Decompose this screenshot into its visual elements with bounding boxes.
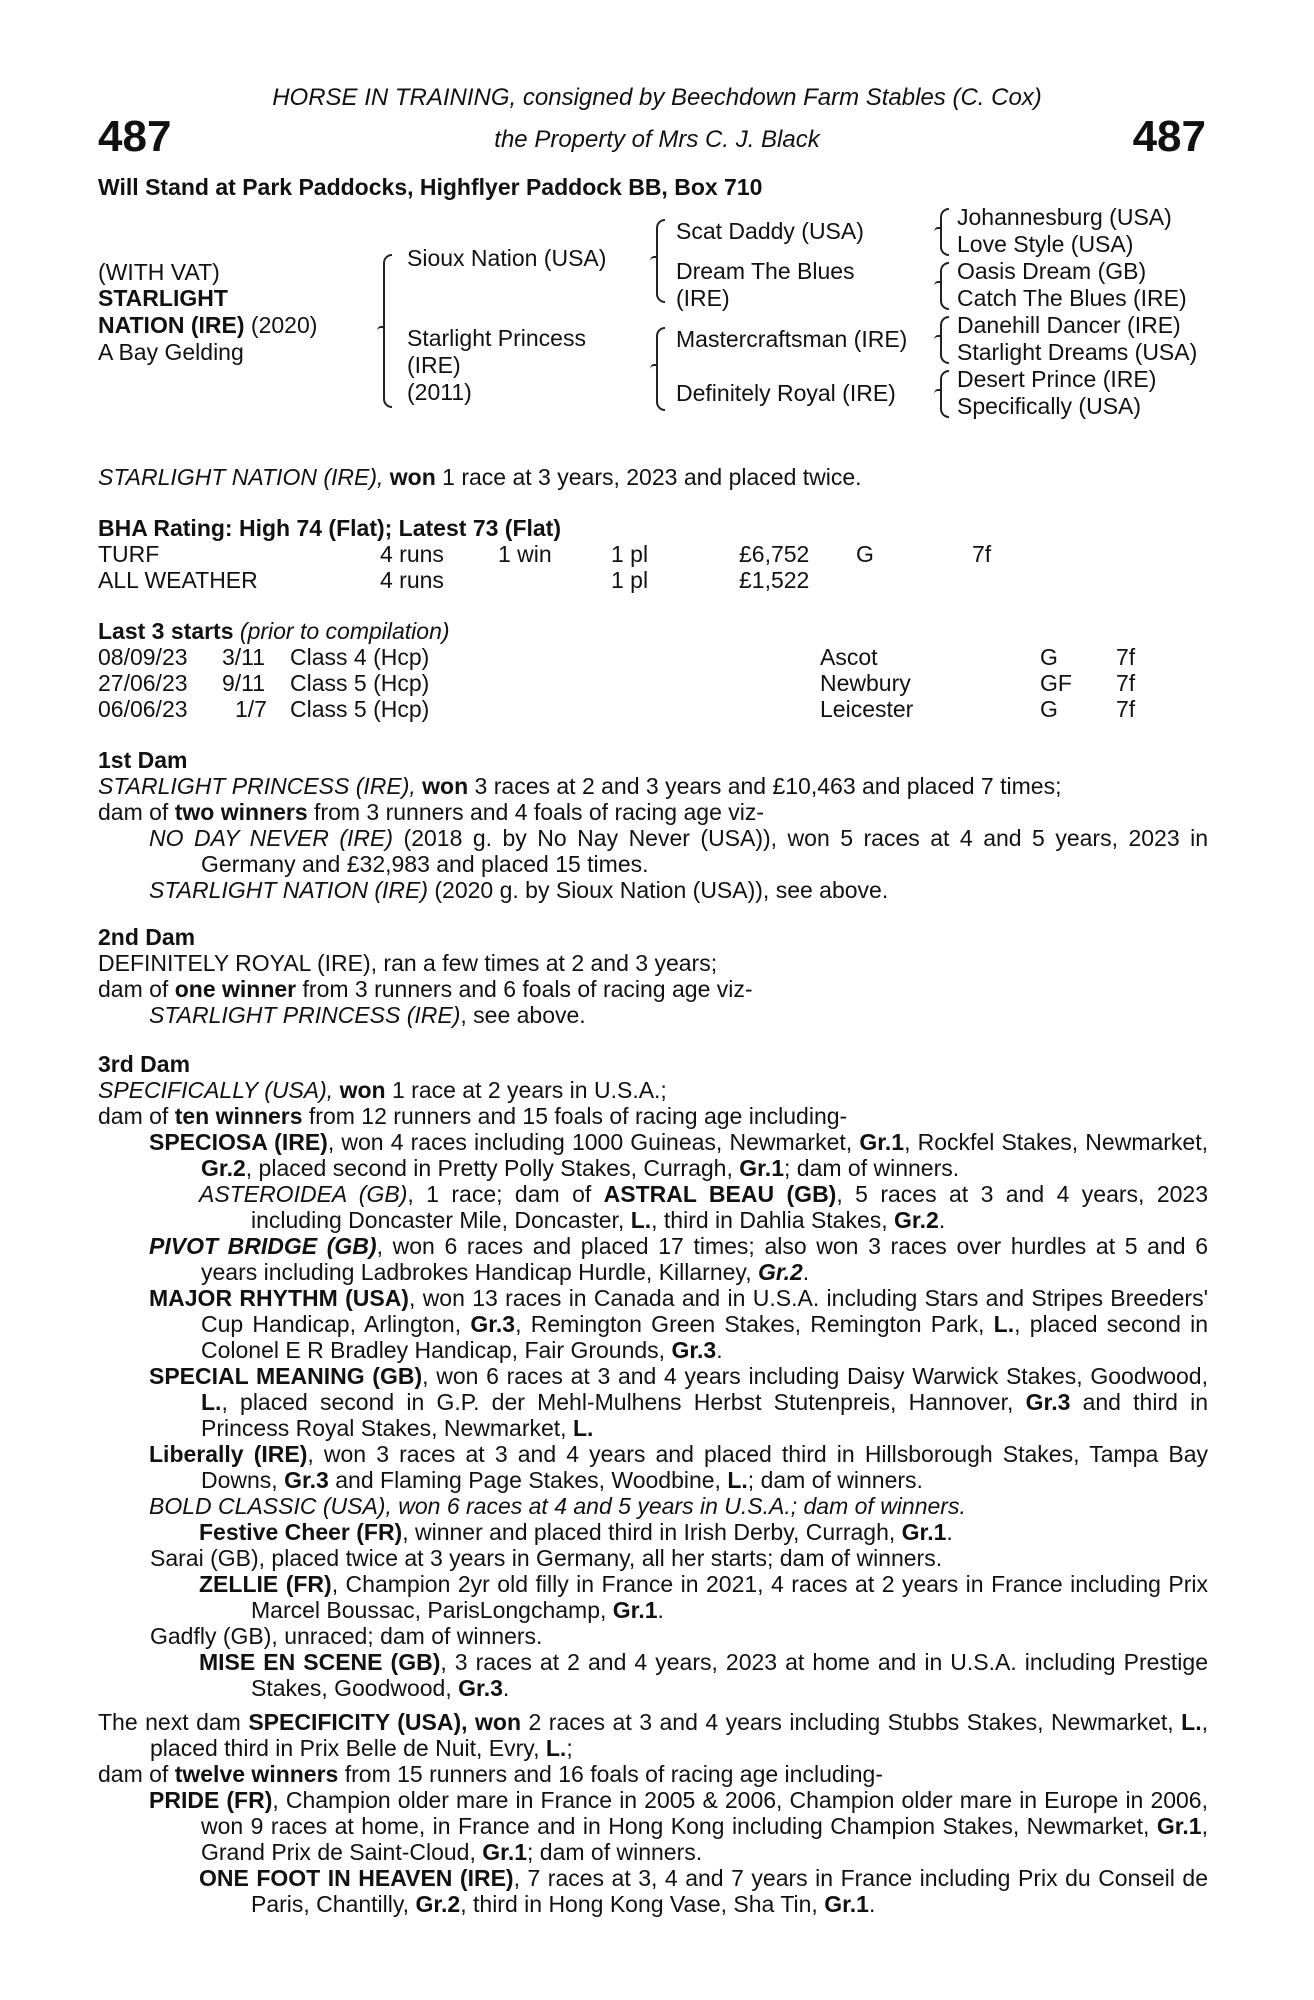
- offspring-name: ASTEROIDEA (GB): [199, 1180, 408, 1207]
- first-dam-offspring: [98, 825, 1208, 877]
- dam-record: 3 races at 2 and 3 years and £10,463 and placed 7 times;: [468, 772, 1062, 799]
- bha-rating: BHA Rating: High 74 (Flat); Latest 73 (Flat): [98, 515, 561, 541]
- offspring-name: SPECIOSA (IRE): [149, 1128, 328, 1155]
- dam-record: , placed third in Prix Belle de Nuit, Evry,: [150, 1709, 1208, 1761]
- dam-of-label: dam of: [98, 1760, 175, 1787]
- offspring-text: ; dam of winners.: [747, 1466, 923, 1493]
- offspring-text: , Champion 2yr old filly in France in 2021, 4 races at 2 years in France including Prix Marcel Boussac, ParisLongchamp,: [251, 1570, 1209, 1623]
- offspring-name: Liberally (IRE): [149, 1440, 308, 1467]
- last3-title: Last 3 starts: [98, 618, 234, 644]
- grade-label: Gr.3: [284, 1466, 329, 1493]
- offspring-text: .: [868, 1890, 876, 1917]
- horse-name-line2: [98, 312, 317, 338]
- dam-name: SPECIFICITY (USA), won: [248, 1709, 522, 1735]
- offspring-text: , won 13 races in Canada and in U.S.A. including Stars and Stripes Breeders' Cup Handicap, Arlington,: [201, 1284, 1208, 1337]
- race-summary: [98, 464, 862, 490]
- third-dam-section: [98, 1051, 1208, 1701]
- next-dam-label: The next dam: [98, 1709, 249, 1735]
- pedigree-sds: Oasis Dream (GB): [957, 258, 1147, 284]
- start-course: Ascot: [820, 644, 878, 670]
- property-line: the Property of Mrs C. J. Black: [494, 126, 820, 153]
- offspring-bold-classic: [98, 1493, 1208, 1519]
- start-class: Class 4 (Hcp): [290, 644, 430, 670]
- offspring-text: .: [657, 1596, 664, 1623]
- offspring-record: , see above.: [460, 1001, 586, 1028]
- pedigree-dam-line2: (IRE): [407, 352, 461, 378]
- pedigree-brace-dd: [940, 370, 949, 418]
- record-surface: ALL WEATHER: [98, 567, 258, 593]
- grade-label: Gr.1: [1156, 1812, 1202, 1839]
- offspring-text: ; dam of winners.: [527, 1838, 703, 1865]
- record-runs: 4 runs: [380, 541, 444, 567]
- offspring-text: , 5 races at 3 and 4 years, 2023 including Doncaster Mile, Doncaster,: [251, 1180, 1208, 1233]
- offspring-name: NO DAY NEVER (IRE): [149, 824, 394, 851]
- pedigree-sire: Sioux Nation (USA): [407, 245, 607, 271]
- start-distance: 7f: [1116, 644, 1136, 670]
- grade-label: Gr.1: [739, 1154, 784, 1181]
- offspring-liberally: [98, 1441, 1208, 1493]
- dam-of-label: dam of: [98, 1102, 175, 1129]
- start-class: Class 5 (Hcp): [290, 670, 430, 696]
- start-distance: 7f: [1116, 670, 1136, 696]
- grade-label: L.: [201, 1388, 222, 1415]
- stand-line: Will Stand at Park Paddocks, Highflyer Paddock BB, Box 710: [98, 174, 763, 200]
- grade-label: Gr.2: [415, 1890, 461, 1917]
- offspring-name: BOLD CLASSIC (USA): [149, 1492, 386, 1519]
- horse-name-part2: NATION (IRE): [98, 312, 245, 338]
- consignor-line: HORSE IN TRAINING, consigned by Beechdown Farm Stables (C. Cox): [272, 84, 1042, 111]
- offspring-one-foot-in-heaven: [98, 1865, 1208, 1917]
- record-prize: £1,522: [739, 567, 810, 593]
- offspring-text: .: [502, 1674, 510, 1701]
- lot-number-left: 487: [98, 112, 172, 161]
- offspring-speciosa: [98, 1129, 1208, 1181]
- pedigree-dam-dam: Definitely Royal (IRE): [676, 380, 896, 406]
- offspring-text: , 1 race; dam of: [407, 1180, 604, 1207]
- dam-record: ;: [566, 1734, 573, 1761]
- offspring-text: , won 4 races including 1000 Guineas, Newmarket,: [327, 1128, 860, 1155]
- pedigree-dam-line1: Starlight Princess: [407, 325, 586, 351]
- third-dam-line1: [98, 1077, 1208, 1103]
- runners-foals: from 15 runners and 16 foals of racing age including-: [338, 1760, 883, 1787]
- grade-label: Gr.2: [201, 1154, 246, 1181]
- offspring-text: , placed second in Colonel E R Bradley Handicap, Fair Grounds,: [201, 1310, 1209, 1363]
- grade-label: Gr.1: [824, 1890, 869, 1917]
- lot-number-right: 487: [1132, 112, 1206, 161]
- winners-count: two winners: [174, 798, 308, 825]
- offspring-text: and Flaming Page Stakes, Woodbine,: [328, 1466, 728, 1493]
- pedigree-ddd: Specifically (USA): [957, 393, 1142, 419]
- dam-name: SPECIFICALLY (USA),: [98, 1076, 334, 1103]
- start-position: 1/7: [235, 696, 267, 722]
- dam-name: STARLIGHT PRINCESS (IRE),: [98, 772, 416, 799]
- grade-label: L.: [572, 1414, 594, 1441]
- grade-label: Gr.2: [894, 1206, 939, 1233]
- offspring-name: SPECIAL MEANING (GB): [149, 1362, 423, 1389]
- pedigree-brace-dam: [656, 327, 665, 411]
- offspring-text: .: [946, 1518, 953, 1545]
- summary-won: won: [389, 464, 436, 490]
- grade-label: Gr.1: [859, 1128, 905, 1155]
- dam-of-label: dam of: [98, 975, 175, 1002]
- vat-label: (WITH VAT): [98, 259, 220, 285]
- offspring-special-meaning: [98, 1363, 1208, 1441]
- pedigree-brace-ds: [940, 316, 949, 364]
- next-dam-section: [98, 1709, 1208, 1917]
- offspring-record: (2020 g. by Sioux Nation (USA)), see above.: [428, 876, 889, 903]
- offspring-text: , 7 races at 3, 4 and 7 years in France including Prix du Conseil de Paris, Chantilly,: [251, 1864, 1208, 1917]
- runners-foals: from 3 runners and 4 foals of racing age viz-: [307, 798, 765, 825]
- grade-label: Gr.1: [612, 1596, 658, 1623]
- offspring-zellie: [98, 1571, 1208, 1623]
- runners-foals: from 12 runners and 15 foals of racing age including-: [302, 1102, 848, 1129]
- offspring-text: , won 3 races at 3 and 4 years and placed third in Hillsborough Stakes, Tampa Bay Downs,: [201, 1440, 1208, 1493]
- record-runs: 4 runs: [380, 567, 444, 593]
- offspring-text: , third in Dahlia Stakes,: [651, 1206, 895, 1233]
- last3-note: (prior to compilation): [233, 618, 450, 644]
- offspring-name: MAJOR RHYTHM (USA): [149, 1284, 409, 1311]
- offspring-name: PIVOT BRIDGE (GB): [149, 1232, 377, 1259]
- offspring-text: , winner and placed third in Irish Derby, Curragh,: [402, 1518, 902, 1545]
- grade-label: L.: [727, 1466, 748, 1493]
- offspring-major-rhythm: [98, 1285, 1208, 1363]
- offspring-name: PRIDE (FR): [149, 1786, 273, 1813]
- offspring-name: ASTRAL BEAU (GB): [603, 1180, 837, 1207]
- offspring-text: and third in Princess Royal Stakes, Newmarket,: [201, 1388, 1208, 1441]
- start-date: 27/06/23: [98, 670, 188, 696]
- pedigree-ssd: Love Style (USA): [957, 231, 1134, 257]
- next-dam-line2: [98, 1761, 1208, 1787]
- grade-label: Gr.3: [470, 1310, 516, 1337]
- start-date: 08/09/23: [98, 644, 188, 670]
- second-dam-offspring: [98, 1002, 1208, 1028]
- second-dam-section: [98, 924, 1208, 1028]
- offspring-text: , Rockfel Stakes, Newmarket,: [904, 1128, 1208, 1155]
- first-dam-offspring: [98, 877, 1208, 903]
- third-dam-heading: 3rd Dam: [98, 1051, 191, 1077]
- start-date: 06/06/23: [98, 696, 188, 722]
- grade-label: L.: [993, 1310, 1015, 1337]
- dam-record: 2 races at 3 and 4 years including Stubbs Stakes, Newmarket,: [521, 1709, 1182, 1735]
- grade-label: Gr.3: [1025, 1388, 1071, 1415]
- offspring-sarai: Sarai (GB), placed twice at 3 years in Germany, all her starts; dam of winners.: [150, 1544, 943, 1571]
- offspring-record: (2018 g. by No Nay Never (USA)), won 5 races at 4 and 5 years, 2023 in Germany and £32,983 and placed 15 times.: [201, 824, 1209, 877]
- grade-label: Gr.2: [758, 1258, 803, 1285]
- offspring-name: STARLIGHT NATION (IRE): [149, 876, 428, 903]
- winners-count: one winner: [174, 975, 297, 1002]
- offspring-text: ; dam of winners.: [784, 1154, 960, 1181]
- start-distance: 7f: [1116, 696, 1136, 722]
- offspring-text: , placed second in G.P. der Mehl-Mulhens Herbst Stutenpreis, Hannover,: [221, 1388, 1026, 1415]
- second-dam-line1: DEFINITELY ROYAL (IRE), ran a few times at 2 and 3 years;: [98, 949, 718, 976]
- offspring-text: , Grand Prix de Saint-Cloud,: [201, 1812, 1208, 1865]
- start-going: G: [1040, 696, 1058, 722]
- horse-foaled-year: (2020): [250, 312, 318, 338]
- horse-name-line1: STARLIGHT: [98, 285, 228, 311]
- summary-horse-name: STARLIGHT NATION (IRE),: [98, 464, 384, 490]
- start-position: 9/11: [222, 670, 266, 696]
- pedigree-sdd: Catch The Blues (IRE): [957, 285, 1187, 311]
- record-surface: TURF: [98, 541, 160, 567]
- grade-label: Gr.3: [671, 1336, 717, 1363]
- offspring-text: .: [938, 1206, 946, 1233]
- won-label: won: [339, 1076, 386, 1103]
- first-dam-section: [98, 747, 1208, 903]
- offspring-text: .: [802, 1258, 810, 1285]
- record-placed: 1 pl: [611, 567, 649, 593]
- record-going: G: [856, 541, 874, 567]
- start-going: GF: [1040, 670, 1072, 696]
- offspring-text: , won 6 races at 4 and 5 years in U.S.A.; dam of winners.: [385, 1492, 966, 1519]
- grade-label: Gr.1: [482, 1838, 528, 1865]
- pedigree-dsd: Starlight Dreams (USA): [957, 339, 1198, 365]
- offspring-name: ZELLIE (FR): [199, 1570, 332, 1597]
- pedigree-brace-sire: [656, 219, 665, 303]
- winners-count: twelve winners: [174, 1760, 339, 1787]
- offspring-text: , Remington Green Stakes, Remington Park,: [515, 1310, 994, 1337]
- offspring-text: .: [716, 1336, 723, 1363]
- record-placed: 1 pl: [611, 541, 649, 567]
- offspring-name: Festive Cheer (FR): [199, 1518, 403, 1545]
- pedigree-sire-dam-line2: (IRE): [676, 285, 730, 311]
- grade-label: Gr.3: [458, 1674, 503, 1701]
- offspring-mise-en-scene: [98, 1649, 1208, 1701]
- start-course: Newbury: [820, 670, 911, 696]
- start-class: Class 5 (Hcp): [290, 696, 430, 722]
- offspring-gadfly: Gadfly (GB), unraced; dam of winners.: [150, 1622, 543, 1649]
- record-prize: £6,752: [739, 541, 810, 567]
- pedigree-dss: Danehill Dancer (IRE): [957, 312, 1181, 338]
- pedigree-sire-dam-line1: Dream The Blues: [676, 258, 855, 284]
- grade-label: L.: [630, 1206, 652, 1233]
- start-course: Leicester: [820, 696, 914, 722]
- winners-count: ten winners: [174, 1102, 303, 1129]
- horse-description: A Bay Gelding: [98, 339, 244, 365]
- pedigree-brace-main: [383, 254, 392, 408]
- record-distance: 7f: [972, 541, 992, 567]
- dam-record: 1 race at 2 years in U.S.A.;: [385, 1076, 667, 1103]
- first-dam-line1: [98, 773, 1208, 799]
- offspring-festive-cheer: [98, 1519, 1208, 1545]
- grade-label: Gr.1: [901, 1518, 947, 1545]
- record-wins: 1 win: [498, 541, 552, 567]
- offspring-pride: [98, 1787, 1208, 1865]
- offspring-name: STARLIGHT PRINCESS (IRE): [149, 1001, 461, 1028]
- grade-label: L.: [545, 1734, 567, 1761]
- pedigree-brace-sd: [940, 262, 949, 310]
- start-position: 3/11: [222, 644, 266, 670]
- dam-of-label: dam of: [98, 798, 175, 825]
- won-label: won: [422, 772, 469, 799]
- pedigree-dds: Desert Prince (IRE): [957, 366, 1157, 392]
- offspring-text: , 3 races at 2 and 4 years, 2023 at home and in U.S.A. including Prestige Stakes, Goodwood,: [251, 1648, 1208, 1701]
- third-dam-line2: [98, 1103, 1208, 1129]
- first-dam-line2: [98, 799, 1208, 825]
- pedigree-dam-line3: (2011): [407, 379, 472, 405]
- runners-foals: from 3 runners and 6 foals of racing age viz-: [296, 975, 753, 1002]
- next-dam-line1: [98, 1709, 1208, 1761]
- offspring-text: , won 6 races and placed 17 times; also won 3 races over hurdles at 5 and 6 years including Ladbrokes Handicap Hurdle, Killarney,: [201, 1232, 1208, 1285]
- start-going: G: [1040, 644, 1058, 670]
- offspring-pivot-bridge: [98, 1233, 1208, 1285]
- offspring-name: MISE EN SCENE (GB): [199, 1648, 441, 1675]
- pedigree-sss: Johannesburg (USA): [957, 204, 1172, 230]
- first-dam-heading: 1st Dam: [98, 747, 188, 773]
- offspring-text: , third in Hong Kong Vase, Sha Tin,: [460, 1890, 825, 1917]
- summary-rest: 1 race at 3 years, 2023 and placed twice.: [435, 464, 862, 490]
- second-dam-line2: [98, 976, 1208, 1002]
- pedigree-brace-ss: [940, 208, 949, 256]
- second-dam-heading: 2nd Dam: [98, 924, 196, 950]
- offspring-text: , won 6 races at 3 and 4 years including Daisy Warwick Stakes, Goodwood,: [422, 1362, 1208, 1389]
- offspring-asteroidea: [98, 1181, 1208, 1233]
- offspring-text: , Champion older mare in France in 2005 & 2006, Champion older mare in Europe in 2006, won 9 races at home, in France and in Hong Kong including Champion Stakes, Newmarket,: [201, 1786, 1208, 1839]
- pedigree-sire-sire: Scat Daddy (USA): [676, 218, 864, 244]
- pedigree-dam-sire: Mastercraftsman (IRE): [676, 326, 908, 352]
- grade-label: L.: [1181, 1709, 1202, 1735]
- offspring-name: ONE FOOT IN HEAVEN (IRE): [199, 1864, 514, 1891]
- offspring-text: , placed second in Pretty Polly Stakes, Curragh,: [245, 1154, 740, 1181]
- last3-heading: [98, 618, 450, 644]
